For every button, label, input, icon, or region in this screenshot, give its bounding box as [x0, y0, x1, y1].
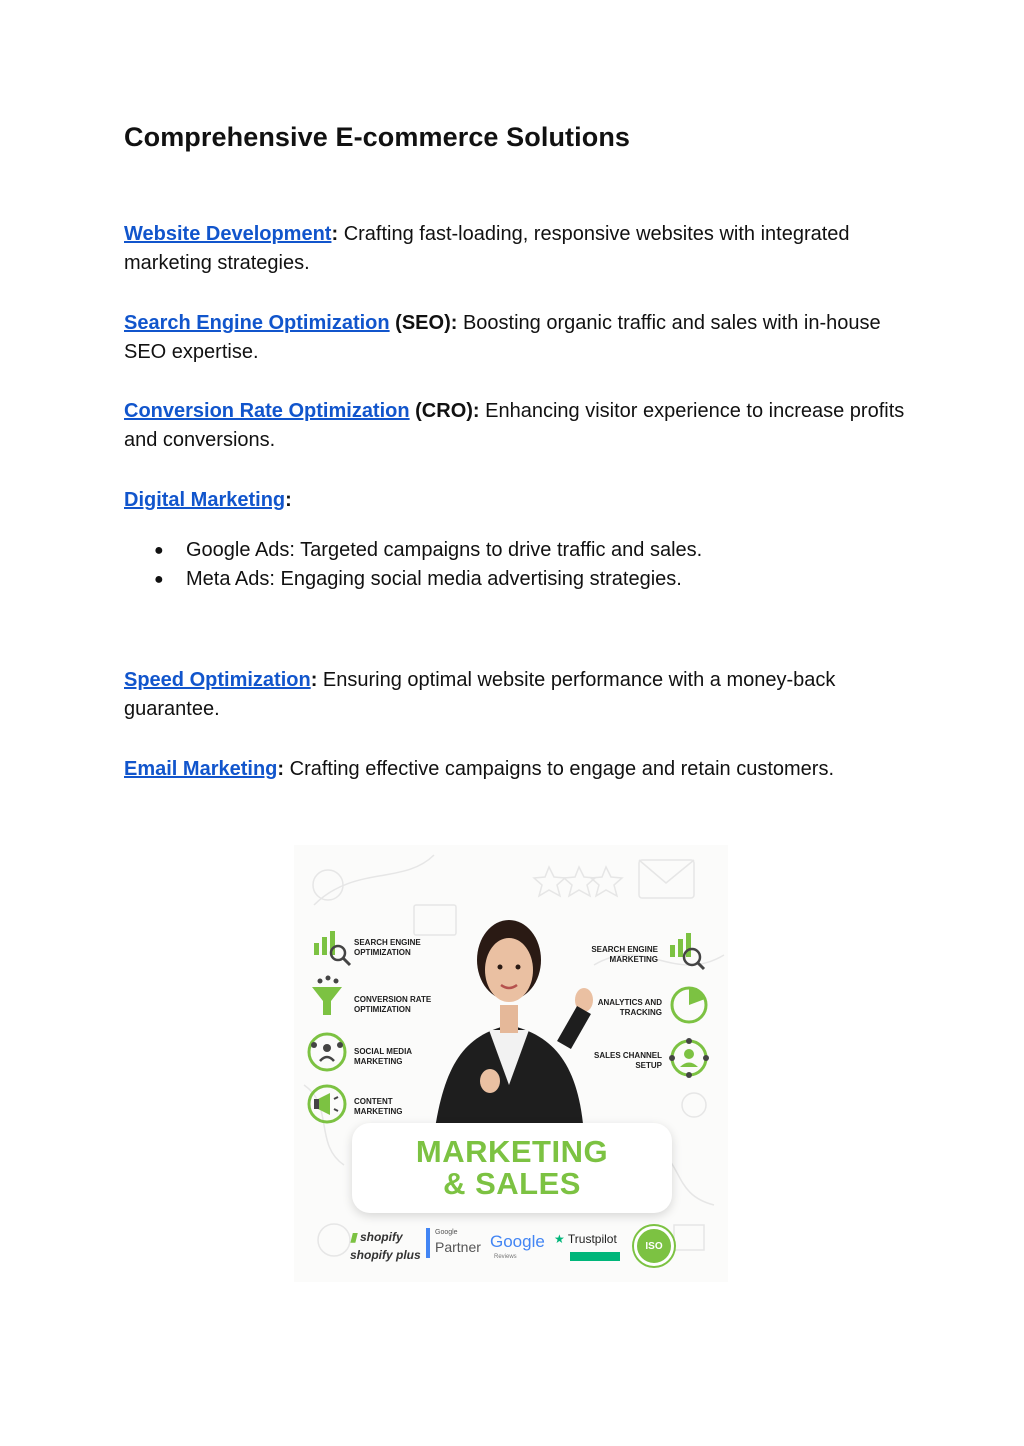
- list-item-text: Google Ads: Targeted campaigns to drive traffic and sales.: [186, 539, 703, 561]
- cro-link[interactable]: Conversion Rate Optimization: [124, 400, 410, 422]
- google-reviews-text: Reviews: [494, 1254, 517, 1260]
- iso-badge: ISO: [634, 1226, 674, 1266]
- megaphone-icon: [309, 1086, 345, 1122]
- google-reviews-logo: Google: [490, 1232, 545, 1251]
- trustpilot-stars: [570, 1252, 620, 1261]
- digital-marketing-link[interactable]: Digital Marketing: [124, 489, 286, 511]
- banner-line: MARKETING: [415, 1134, 609, 1169]
- service-label: ANALYTICS AND TRACKING: [597, 998, 662, 1017]
- service-description: Crafting effective campaigns to engage and retain customers.: [289, 758, 835, 780]
- service-description: Crafting fast-loading, responsive websites with integrated marketing strategies.: [124, 223, 850, 274]
- marketing-sales-banner: [352, 1123, 672, 1213]
- partner-logos: [344, 1226, 684, 1270]
- marketing-sales-image: [294, 845, 728, 1282]
- service-digital-marketing: [124, 486, 914, 515]
- bar-chart-magnifier-icon: [314, 931, 350, 965]
- seo-link[interactable]: Search Engine Optimization: [124, 312, 390, 334]
- pie-chart-icon: [672, 988, 706, 1022]
- star-icon: [564, 867, 595, 896]
- banner-line: & SALES: [443, 1166, 581, 1201]
- people-network-icon: [309, 1034, 345, 1070]
- trustpilot-star-icon: ★: [554, 1232, 565, 1246]
- funnel-icon: [312, 976, 342, 1016]
- service-suffix: (CRO): [409, 400, 473, 422]
- shopify-logo: [350, 1230, 403, 1244]
- service-description: Boosting organic traffic and sales with in-house SEO expertise.: [124, 312, 881, 363]
- service-label: SEARCH ENGINE OPTIMIZATION: [354, 938, 421, 957]
- speed-optimization-link[interactable]: Speed Optimization: [124, 669, 311, 691]
- google-partner-bar: [426, 1228, 430, 1258]
- service-label: SOCIAL MEDIA MARKETING: [354, 1047, 412, 1066]
- bullet-glyph: ●: [154, 571, 164, 588]
- website-development-link[interactable]: Website Development: [124, 223, 332, 245]
- shopify-text: shopify: [359, 1230, 403, 1244]
- email-marketing-link[interactable]: Email Marketing: [124, 758, 278, 780]
- colon: :: [472, 400, 480, 422]
- colon: :: [310, 669, 318, 691]
- page-title: Comprehensive E-commerce Solutions: [124, 122, 631, 152]
- google-partner-text: Partner: [435, 1239, 481, 1255]
- right-service-icons: [669, 933, 709, 1078]
- shopify-plus-logo: shopify plus: [350, 1248, 421, 1262]
- service-email-marketing: [124, 755, 914, 784]
- bullet-glyph: ●: [154, 542, 164, 559]
- google-partner-small: Google: [435, 1229, 458, 1236]
- service-label: CONTENT MARKETING: [354, 1097, 403, 1116]
- trustpilot-logo: [554, 1232, 617, 1246]
- colon: :: [450, 312, 458, 334]
- digital-marketing-list: [124, 536, 702, 594]
- folder-icon: [414, 905, 456, 935]
- service-description: Enhancing visitor experience to increase profits and conversions.: [124, 400, 905, 451]
- service-description: Ensuring optimal website performance with a money-back guarantee.: [124, 669, 836, 720]
- shopify-bag-icon: ▮: [350, 1230, 357, 1244]
- list-item-text: Meta Ads: Engaging social media advertising strategies.: [186, 568, 682, 590]
- user-network-icon: [669, 1038, 709, 1078]
- envelope-icon: [639, 860, 694, 898]
- list-item: [124, 536, 702, 565]
- service-cro: [124, 397, 914, 455]
- colon: :: [277, 758, 285, 780]
- service-label: CONVERSION RATE OPTIMIZATION: [354, 995, 432, 1014]
- colon: :: [285, 489, 292, 511]
- trustpilot-text: Trustpilot: [567, 1232, 617, 1246]
- left-service-icons: [309, 931, 350, 1122]
- list-item: [124, 565, 702, 594]
- colon: :: [331, 223, 339, 245]
- star-icon: [591, 867, 622, 896]
- service-seo: [124, 309, 914, 367]
- service-speed-optimization: [124, 666, 914, 724]
- businesswoman-illustration: [434, 920, 593, 1145]
- service-label: SALES CHANNEL SETUP: [593, 1051, 662, 1070]
- star-icon: [534, 867, 565, 896]
- service-label: SEARCH ENGINE MARKETING: [591, 945, 658, 964]
- trophy-icon: [313, 870, 343, 900]
- service-website-development: [124, 220, 914, 278]
- service-suffix: (SEO): [389, 312, 451, 334]
